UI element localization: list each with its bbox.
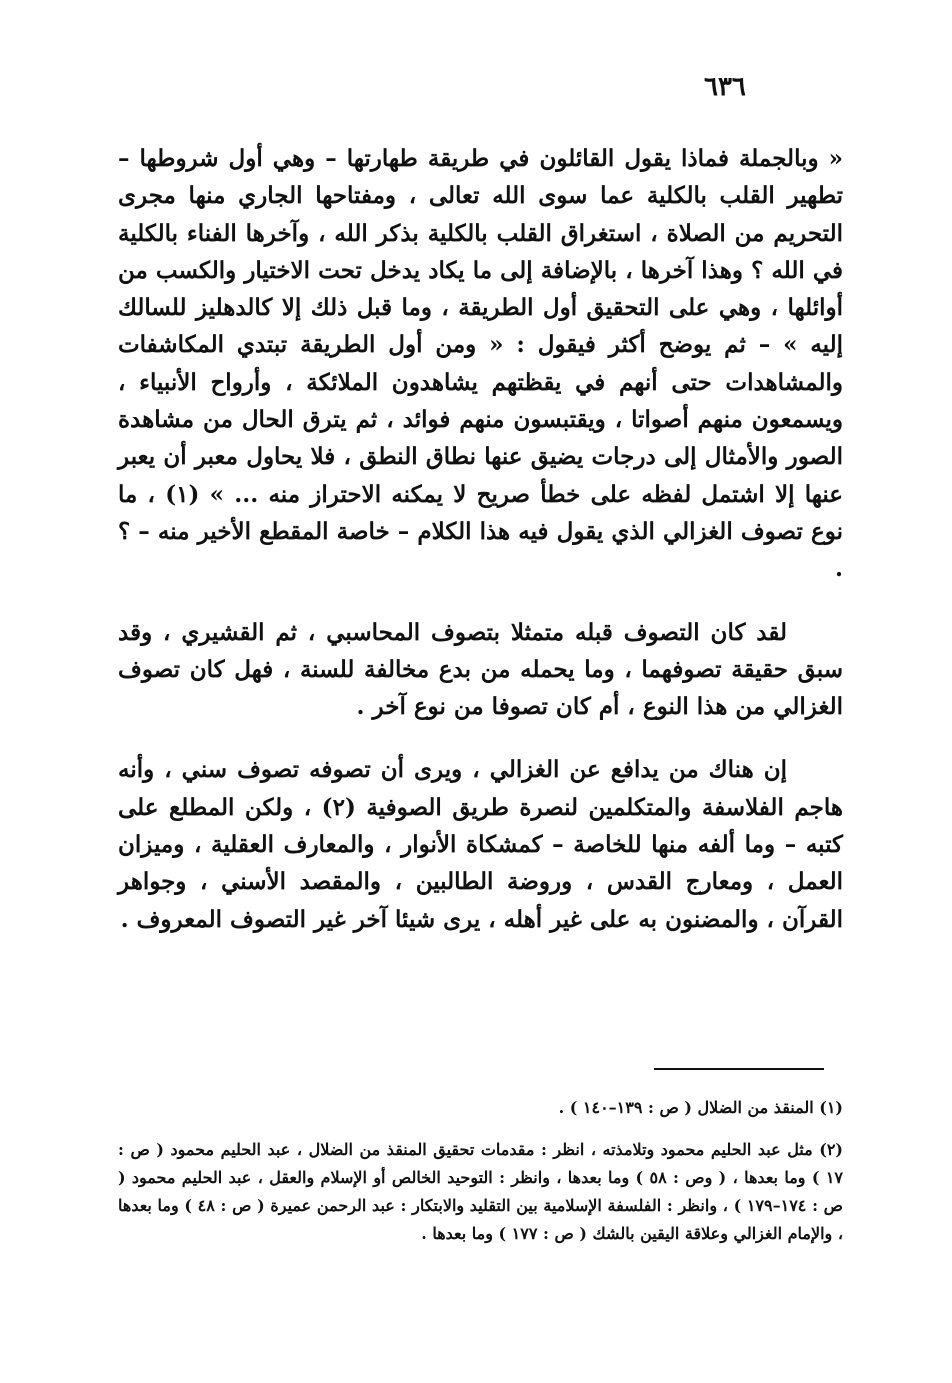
paragraph: لقد كان التصوف قبله متمثلا بتصوف المحاسبي ، ثم القشيري ، وقد سبق حقيقة تصوفهما ، وما يحمله من بدع مخالفة للسنة ، فهل كان تصوف الغزالي من هذا النوع ، أم كان تصوفا من نوع آخر . bbox=[118, 618, 843, 721]
footnotes bbox=[118, 1094, 843, 1248]
paragraph: إن هناك من يدافع عن الغزالي ، ويرى أن تصوفه تصوف سني ، وأنه هاجم الفلاسفة والمتكلمين لنصرة طريق الصوفية (٢) ، ولكن المطلع على كتبه – وما ألفه منها للخاصة – كمشكاة الأنوار ، والمعارف العقلية ، وميزان العمل ، ومعارج القدس ، وروضة الطالبين ، والمقصد الأسني ، وجواهر القرآن ، والمضنون به على غير أهله ، يرى شيئا آخر غير التصوف المعروف . bbox=[118, 756, 843, 933]
page-number: ٦٣٦ bbox=[704, 72, 746, 102]
body-text bbox=[118, 140, 843, 938]
footnote: (١) المنقذ من الضلال ( ص : ١٣٩–١٤٠ ) . bbox=[558, 1098, 843, 1117]
paragraph: « وبالجملة فماذا يقول القائلون في طريقة طهارتها – وهي أول شروطها – تطهير القلب بالكلية عما سوى الله تعالى ، ومفتاحها الجاري منها مجرى التحريم من الصلاة ، استغراق القلب بالكلية بذكر الله ، وآخرها الفناء بالكلية في الله ؟ وهذا آخرها ، بالإضافة إلى ما يكاد يدخل تحت الاختيار والكسب من أوائلها ، وهي على التحقيق أول الطريقة ، وما قبل ذلك إلا كالدهليز للسالك إليه » – ثم يوضح أكثر فيقول : « ومن أول الطريقة تبتدي المكاشفات والمشاهدات حتى أنهم في يقظتهم يشاهدون الملائكة ، وأرواح الأنبياء ، ويسمعون منهم أصواتا ، ويقتبسون منهم فوائد ، ثم يترق الحال من مشاهدة الصور والأمثال إلى درجات يضيق عنها نطاق النطق ، فلا يحاول معبر أن يعبر عنها إلا اشتمل لفظه على خطأ صريح لا يمكنه الاحتراز منه ... » (١) ، ما نوع تصوف الغزالي الذي يقول فيه هذا الكلام – خاصة المقطع الأخير منه – ؟ . bbox=[118, 145, 843, 583]
footnote: (٢) مثل عبد الحليم محمود وتلامذته ، انظر : مقدمات تحقيق المنقذ من الضلال ، عبد الحليم محمود ( ص : ١٧ ) وما بعدها ، ( وص : ٥٨ ) وما بعدها ، وانظر : التوحيد الخالص أو الإسلام والعقل ، عبد الحليم محمود ( ص : ١٧٤–١٧٩ ) ، وانظر : الفلسفة الإسلامية بين التقليد والابتكار : عبد الرحمن عميرة ( ص : ٤٨ ) وما بعدها ، والإمام الغزالي وعلاقة اليقين بالشك ( ص : ١٧٧ ) وما بعدها . bbox=[118, 1140, 843, 1243]
footnote-separator bbox=[654, 1068, 824, 1070]
